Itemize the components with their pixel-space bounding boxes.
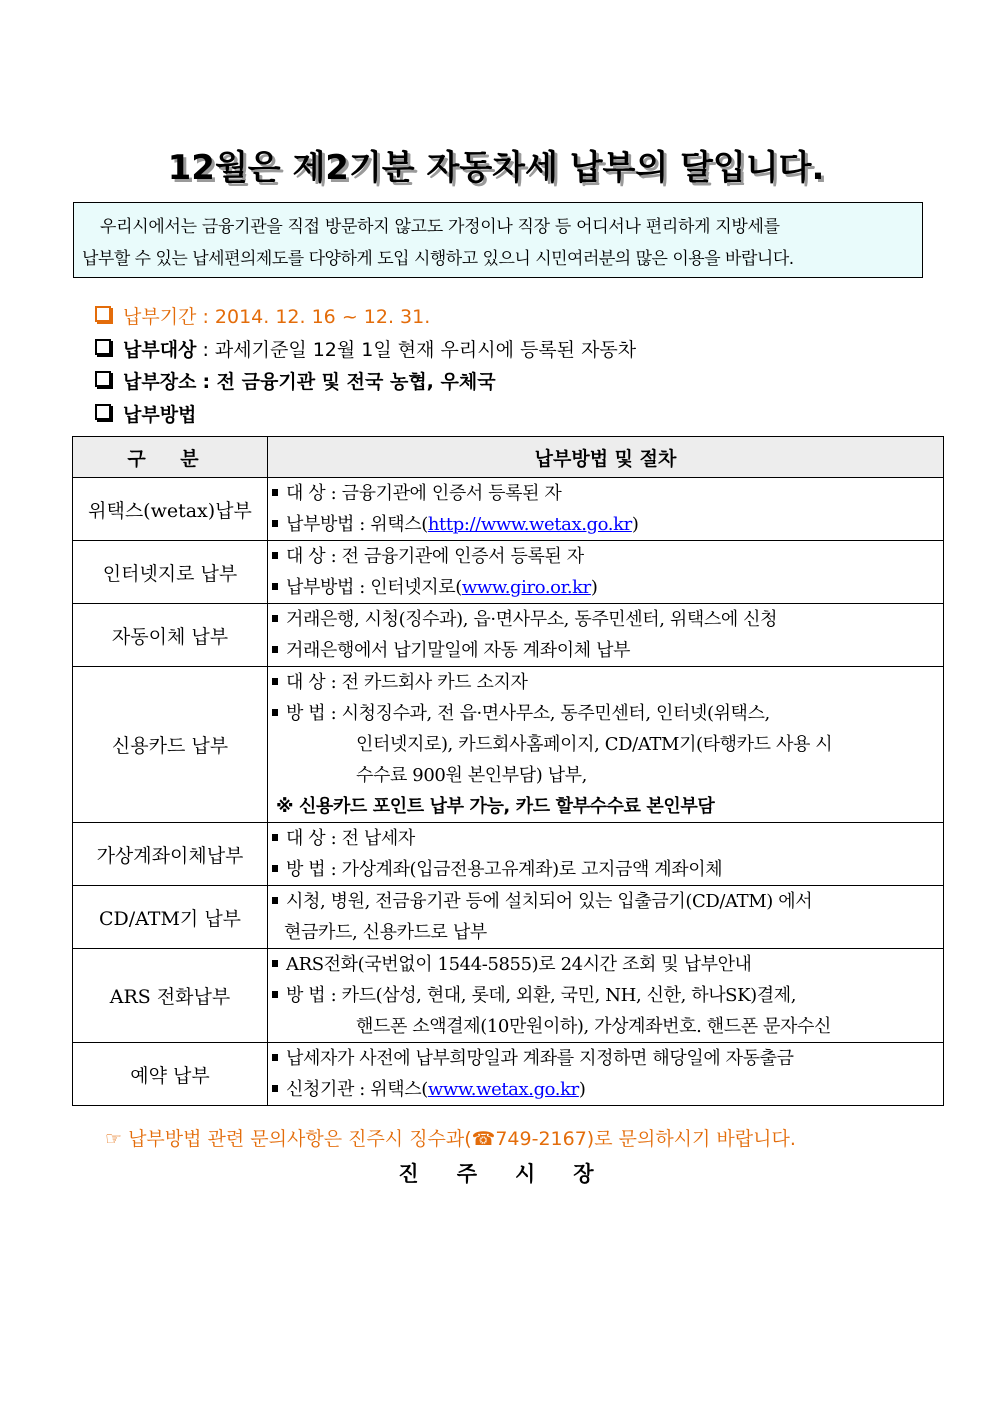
list-item: 대 상 : 전 납세자 (270, 823, 943, 854)
inquiry-notice: ☞ 납부방법 관련 문의사항은 진주시 징수과(☎749-2167)로 문의하시기 바랍니다. (105, 1128, 796, 1150)
bullet-icon (272, 520, 278, 527)
list-item-continuation: 현금카드, 신용카드로 납부 (284, 922, 487, 943)
list-item-continuation: 인터넷지로), 카드회사홈페이지, CD/ATM기(타행카드 사용 시 (356, 734, 833, 755)
list-item: 납세자가 사전에 납부희망일과 계좌를 지정하면 해당일에 자동출금 (270, 1043, 943, 1074)
bullet-icon (272, 897, 278, 904)
wetax-link[interactable]: http://www.wetax.go.kr (427, 514, 632, 535)
list-item: 대 상 : 금융기관에 인증서 등록된 자 (270, 478, 943, 509)
list-item: 신청기관 : 위택스(www.wetax.go.kr) (270, 1074, 943, 1105)
bullet-icon (272, 489, 278, 496)
info-target-value: : 과세기준일 12월 1일 현재 우리시에 등록된 자동차 (202, 339, 637, 361)
row-procedure (268, 823, 944, 886)
bullet-icon (272, 615, 278, 622)
giro-link[interactable]: www.giro.or.kr (461, 577, 591, 598)
list-item: 방 법 : 가상계좌(입금전용고유계좌)로 고지금액 계좌이체 (270, 854, 943, 885)
table-row (73, 667, 944, 823)
wetax-link[interactable]: www.wetax.go.kr (427, 1079, 579, 1100)
table-row (73, 541, 944, 604)
info-method-label: 납부방법 (123, 404, 197, 426)
row-procedure (268, 886, 944, 949)
table-row (73, 949, 944, 1043)
header-category: 구 분 (73, 437, 268, 478)
table-header-row (73, 437, 944, 478)
list-item: 방 법 : 카드(삼성, 현대, 롯데, 외환, 국민, NH, 신한, 하나SK)결제, (270, 980, 943, 1011)
list-item: 납부방법 : 인터넷지로(www.giro.or.kr) (270, 572, 943, 603)
info-period-value: : 2014. 12. 16 ~ 12. 31. (202, 306, 431, 328)
row-category: 신용카드 납부 (73, 667, 268, 823)
bullet-icon (272, 583, 278, 590)
table-row (73, 604, 944, 667)
row-category: CD/ATM기 납부 (73, 886, 268, 949)
table-row (73, 478, 944, 541)
list-item: 납부방법 : 위택스(http://www.wetax.go.kr) (270, 509, 943, 540)
bullet-icon (272, 1085, 278, 1092)
bullet-icon (272, 646, 278, 653)
row-procedure (268, 949, 944, 1043)
row-category: 가상계좌이체납부 (73, 823, 268, 886)
header-procedure: 납부방법 및 절차 (268, 437, 944, 478)
info-place-value: : 전 금융기관 및 전국 농협, 우체국 (202, 371, 496, 393)
info-target-label: 납부대상 (123, 339, 197, 361)
intro-line-1: 우리시에서는 금융기관을 직접 방문하지 않고도 가정이나 직장 등 어디서나 편리하게 지방세를 (100, 217, 780, 237)
checkbox-square-icon (95, 404, 111, 420)
bullet-icon (272, 865, 278, 872)
list-item-continuation: 핸드폰 소액결제(10만원이하), 가상계좌번호. 핸드폰 문자수신 (356, 1016, 831, 1037)
signature: 진주시장 (398, 1162, 632, 1186)
info-target (95, 335, 636, 362)
bullet-icon (272, 552, 278, 559)
list-item: 대 상 : 전 금융기관에 인증서 등록된 자 (270, 541, 943, 572)
checkbox-square-icon (95, 306, 111, 322)
table-row (73, 823, 944, 886)
bullet-icon (272, 991, 278, 998)
intro-line-2: 납부할 수 있는 납세편의제도를 다양하게 도입 시행하고 있으니 시민여러분의 많은 이용을 바랍니다. (82, 249, 794, 269)
credit-card-note: ※ 신용카드 포인트 납부 가능, 카드 할부수수료 본인부담 (276, 796, 715, 817)
list-item: 시청, 병원, 전금융기관 등에 설치되어 있는 입출금기(CD/ATM) 에서 (270, 886, 943, 917)
row-procedure (268, 667, 944, 823)
row-category: 자동이체 납부 (73, 604, 268, 667)
list-item: 대 상 : 전 카드회사 카드 소지자 (270, 667, 943, 698)
bullet-icon (272, 960, 278, 967)
row-procedure (268, 541, 944, 604)
list-item-continuation: 수수료 900원 본인부담) 납부, (356, 765, 587, 786)
info-place (95, 367, 496, 394)
row-procedure (268, 1043, 944, 1106)
list-item: ARS전화(국번없이 1544-5855)로 24시간 조회 및 납부안내 (270, 949, 943, 980)
bullet-icon (272, 678, 278, 685)
row-procedure (268, 604, 944, 667)
list-item: 거래은행에서 납기말일에 자동 계좌이체 납부 (270, 635, 943, 666)
list-item: 거래은행, 시청(징수과), 읍·면사무소, 동주민센터, 위택스에 신청 (270, 604, 943, 635)
table-row (73, 1043, 944, 1106)
info-method (95, 400, 196, 427)
list-item: 방 법 : 시청징수과, 전 읍·면사무소, 동주민센터, 인터넷(위택스, (270, 698, 943, 729)
table-row (73, 886, 944, 949)
row-category: 인터넷지로 납부 (73, 541, 268, 604)
bullet-icon (272, 834, 278, 841)
row-category: ARS 전화납부 (73, 949, 268, 1043)
bullet-icon (272, 1054, 278, 1061)
page-title: 12월은 제2기분 자동차세 납부의 달입니다. (167, 148, 825, 188)
info-period-label: 납부기간 (123, 306, 197, 328)
info-place-label: 납부장소 (123, 371, 197, 393)
info-period (95, 302, 430, 329)
checkbox-square-icon (95, 339, 111, 355)
intro-box (73, 202, 923, 278)
checkbox-square-icon (95, 371, 111, 387)
row-procedure (268, 478, 944, 541)
bullet-icon (272, 709, 278, 716)
payment-methods-table (72, 436, 944, 1106)
row-category: 예약 납부 (73, 1043, 268, 1106)
row-category: 위택스(wetax)납부 (73, 478, 268, 541)
